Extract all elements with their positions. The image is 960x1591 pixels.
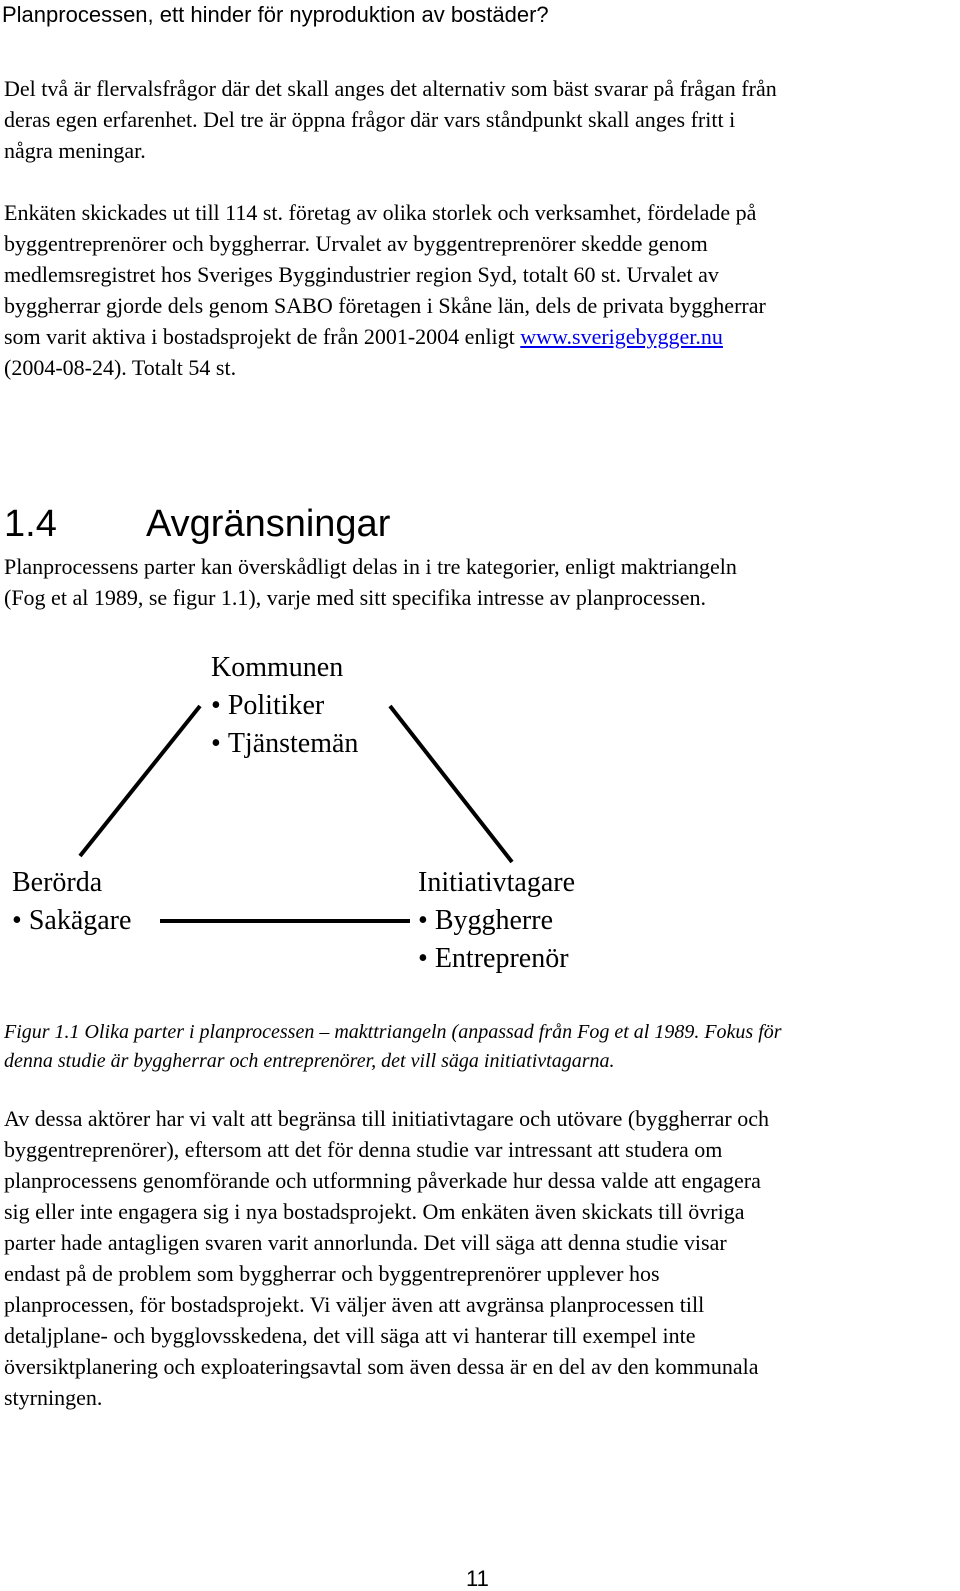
sverigebygger-link[interactable]: www.sverigebygger.nu [520, 324, 723, 349]
text-line: planprocessen, för bostadsprojekt. Vi väljer även att avgränsa planprocessen till [4, 1292, 705, 1317]
text-line: några meningar. [4, 138, 146, 163]
text-fragment: som varit aktiva i bostadsprojekt de från 2001-2004 enligt [4, 324, 521, 349]
triangle-edge-top-left [80, 706, 200, 856]
text-line: Del två är flervalsfrågor där det skall anges det alternativ som bäst svarar på frågan från [4, 76, 777, 101]
diagram-node-initiativtagare [418, 864, 575, 978]
caption-line: denna studie är byggherrar och entreprenörer, det vill säga initiativtagarna. [4, 1050, 615, 1072]
text-line: byggherrar gjorde dels genom SABO företagen i Skåne län, dels de privata byggherrar [4, 293, 766, 318]
text-line: byggentreprenörer), eftersom att det för denna studie var intressant att studera om [4, 1137, 723, 1162]
triangle-edge-top-right [390, 706, 512, 862]
node-item: • Byggherre [418, 902, 575, 940]
text-line: parter hade antagligen svaren varit annorlunda. Det vill säga att denna studie visar [4, 1230, 727, 1255]
page-number: 11 [466, 1566, 489, 1591]
body-paragraph [4, 1103, 956, 1413]
node-item: • Entreprenör [418, 940, 575, 978]
text-line: (Fog et al 1989, se figur 1.1), varje med sitt specifika intresse av planprocessen. [4, 585, 706, 610]
running-header: Planprocessen, ett hinder för nyproduktion av bostäder? [2, 2, 549, 27]
text-line: översiktplanering och exploateringsavtal som även dessa är en del av den kommunala [4, 1354, 759, 1379]
section-title: Avgränsningar [146, 503, 391, 545]
text-line: (2004-08-24). Totalt 54 st. [4, 355, 237, 380]
text-line: deras egen erfarenhet. Del tre är öppna frågor där vars ståndpunkt skall anges fritt i [4, 107, 736, 132]
node-title: Berörda [12, 867, 103, 898]
diagram-node-berorda [12, 864, 131, 940]
node-title: Initiativtagare [418, 867, 576, 898]
text-line: detaljplane- och bygglovsskedena, det vill säga att vi hanterar till exempel inte [4, 1323, 696, 1348]
text-line: sig eller inte engagera sig i nya bostadsprojekt. Om enkäten även skickats till övriga [4, 1199, 745, 1224]
caption-line: Figur 1.1 Olika parter i planprocessen – makttriangeln (anpassad från Fog et al 1989. Fokus för [4, 1021, 782, 1043]
text-line: Planprocessens parter kan överskådligt delas in i tre kategorier, enligt maktriangeln [4, 554, 737, 579]
text-line: Av dessa aktörer har vi valt att begränsa till initiativtagare och utövare (byggherrar och [4, 1106, 770, 1131]
section-number: 1.4 [4, 503, 57, 545]
figure-caption [4, 1018, 956, 1076]
text-line: styrningen. [4, 1385, 103, 1410]
text-line: endast på de problem som byggherrar och byggentreprenörer upplever hos [4, 1261, 660, 1286]
node-item: • Sakägare [12, 902, 131, 940]
diagram-node-kommunen [211, 649, 358, 763]
text-line: Enkäten skickades ut till 114 st. företag av olika storlek och verksamhet, fördelade på [4, 200, 757, 225]
node-item: • Tjänstemän [211, 725, 358, 763]
node-title: Kommunen [211, 652, 344, 683]
text-line: byggentreprenörer och byggherrar. Urvalet av byggentreprenörer skedde genom [4, 231, 708, 256]
node-item: • Politiker [211, 687, 358, 725]
text-line: medlemsregistret hos Sveriges Byggindustrier region Syd, totalt 60 st. Urvalet av [4, 262, 719, 287]
text-line: planprocessens genomförande och utformning påverkade hur dessa valde att engagera [4, 1168, 761, 1193]
